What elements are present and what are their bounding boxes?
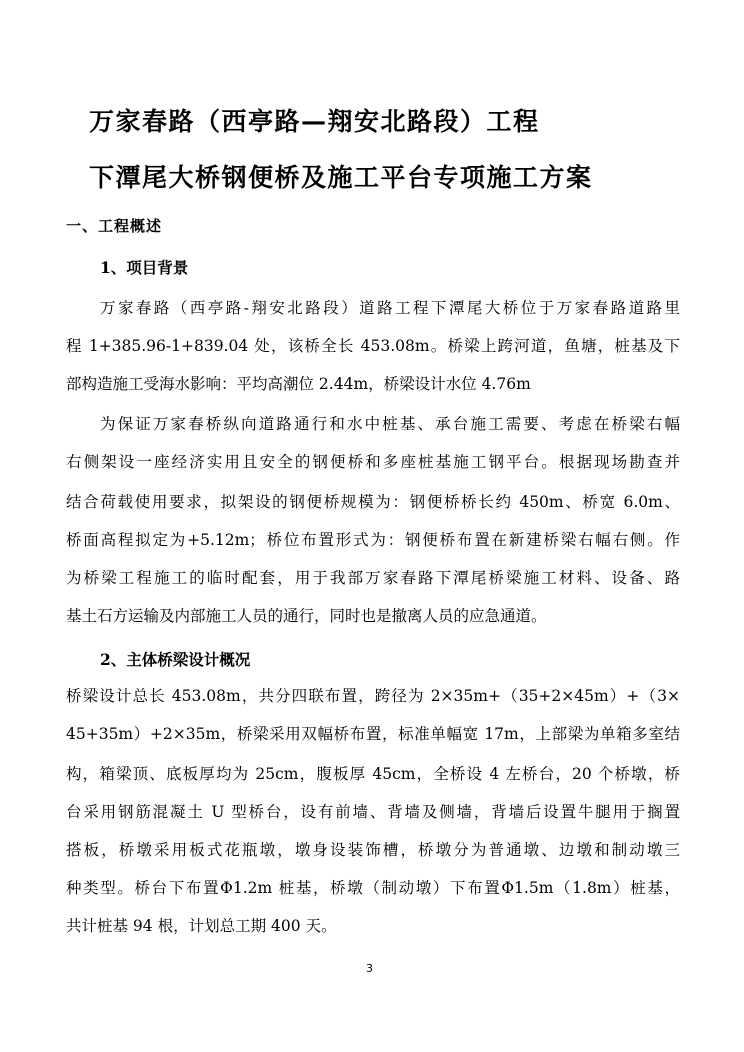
paragraph-line: 为保证万家春桥纵向道路通行和水中桩基、承台施工需要、考虑在桥梁右幅 (100, 415, 680, 433)
paragraph-line: 45+35m）+2×35m，桥梁采用双幅桥布置，标准单幅宽 17m，上部梁为单箱多室结 (66, 725, 680, 743)
paragraph-line: 桥面高程拟定为+5.12m；桥位布置形式为：钢便桥布置在新建桥梁右幅右侧。作 (66, 531, 680, 549)
subsection-heading-background: 1、项目背景 (100, 258, 189, 277)
page-number: 3 (366, 962, 373, 975)
paragraph-line: 搭板，桥墩采用板式花瓶墩，墩身设装饰槽，桥墩分为普通墩、边墩和制动墩三 (66, 841, 680, 859)
paragraph-line: 部构造施工受海水影响：平均高潮位 2.44m，桥梁设计水位 4.76m (66, 375, 531, 393)
paragraph-line: 桥梁设计总长 453.08m，共分四联布置，跨径为 2×35m+（35+2×45m）+（3× (66, 687, 680, 705)
paragraph-line: 右侧架设一座经济实用且安全的钢便桥和多座桩基施工钢平台。根据现场勘查并 (66, 453, 680, 471)
paragraph-line: 构，箱梁顶、底板厚均为 25cm，腹板厚 45cm，全桥设 4 左桥台，20 个桥墩，桥 (66, 765, 680, 783)
document-title-line-1: 万家春路（西亭路—翔安北路段）工程 (89, 107, 540, 136)
subsection-heading-main-bridge-design: 2、主体桥梁设计概况 (100, 650, 251, 669)
paragraph-line: 为桥梁工程施工的临时配套，用于我部万家春路下潭尾桥梁施工材料、设备、路 (66, 569, 680, 587)
paragraph-line: 程 1+385.96-1+839.04 处，该桥全长 453.08m。桥梁上跨河道，鱼塘，桩基及下 (66, 337, 680, 355)
paragraph-line: 台采用钢筋混凝土 U 型桥台，设有前墙、背墙及侧墙，背墙后设置牛腿用于搁置 (66, 803, 680, 821)
paragraph-line: 结合荷载使用要求，拟架设的钢便桥规模为：钢便桥桥长约 450m、桥宽 6.0m、 (66, 493, 680, 511)
document-title-line-2: 下潭尾大桥钢便桥及施工平台专项施工方案 (89, 163, 593, 192)
section-heading-overview: 一、工程概述 (66, 217, 163, 235)
paragraph-line: 万家春路（西亭路-翔安北路段）道路工程下潭尾大桥位于万家春路道路里 (100, 299, 680, 317)
paragraph-line: 共计桩基 94 根，计划总工期 400 天。 (66, 917, 337, 935)
paragraph-line: 基土石方运输及内部施工人员的通行，同时也是撤离人员的应急通道。 (66, 607, 547, 625)
paragraph-line: 种类型。桥台下布置Φ1.2m 桩基，桥墩（制动墩）下布置Φ1.5m（1.8m）桩基， (66, 879, 680, 897)
